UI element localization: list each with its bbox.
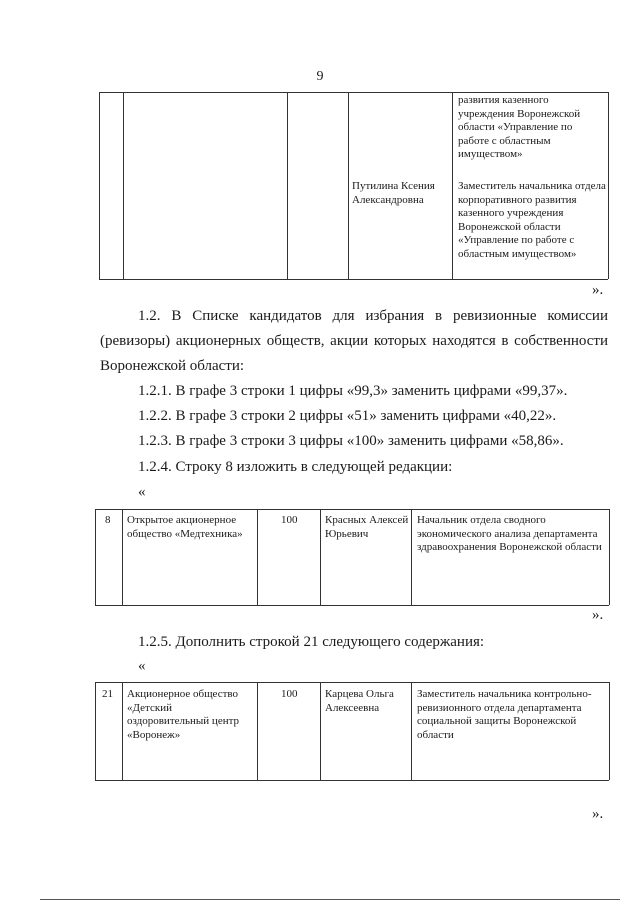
closing-quote: ». — [592, 607, 604, 623]
paragraph-1-2-2: 1.2.2. В графе 3 строки 2 цифры «51» заменить цифрами «40,22». — [138, 408, 557, 424]
paragraph-1-2-5: 1.2.5. Дополнить строкой 21 следующего содержания: — [138, 634, 485, 650]
page-number: 9 — [316, 69, 324, 84]
closing-quote: ». — [592, 806, 604, 822]
table-cell-num: 21 — [102, 688, 113, 700]
opening-quote: « — [138, 484, 146, 500]
page-bottom-edge — [40, 899, 620, 900]
table-cell-share: 100 — [281, 514, 298, 526]
paragraph-1-2-line2: (ревизоры) акционерных обществ, акции которых находятся в собственности — [100, 333, 608, 349]
table-cell-name: Путилина Ксения Александровна — [352, 180, 435, 206]
opening-quote: « — [138, 658, 146, 674]
table-cell-position: Заместитель начальника отдела корпоративного развития казенного учреждения Воронежской области «Управление по работе с областным имуществом» — [458, 180, 606, 260]
table-cell-name: Красных Алексей Юрьевич — [325, 514, 409, 540]
paragraph-1-2-1: 1.2.1. В графе 3 строки 1 цифры «99,3» заменить цифрами «99,37». — [138, 383, 568, 399]
paragraph-1-2-4: 1.2.4. Строку 8 изложить в следующей редакции: — [138, 459, 453, 475]
table-cell-share: 100 — [281, 688, 298, 700]
paragraph-1-2-3: 1.2.3. В графе 3 строки 3 цифры «100» заменить цифрами «58,86». — [138, 433, 564, 449]
closing-quote: ». — [592, 282, 604, 298]
table-cell-company: Акционерное общество «Детский оздоровительный центр «Воронеж» — [127, 688, 240, 741]
table-cell-position: Заместитель начальника контрольно-ревизионного отдела департамента социальной защиты Воронежской области — [417, 688, 592, 741]
paragraph-1-2-line1: 1.2. В Списке кандидатов для избрания в ревизионные комиссии — [138, 308, 608, 324]
table-cell-position: Начальник отдела сводного экономического анализа департамента здравоохранения Воронежской области — [417, 514, 602, 553]
table-cell-num: 8 — [105, 514, 111, 526]
table-cell-name: Карцева Ольга Алексеевна — [325, 688, 394, 714]
paragraph-1-2-line3: Воронежской области: — [100, 358, 245, 374]
table-cell-position: развития казенного учреждения Воронежской области «Управление по работе с областным имуществом» — [458, 94, 581, 160]
table-cell-company: Открытое акционерное общество «Медтехника» — [127, 514, 243, 540]
